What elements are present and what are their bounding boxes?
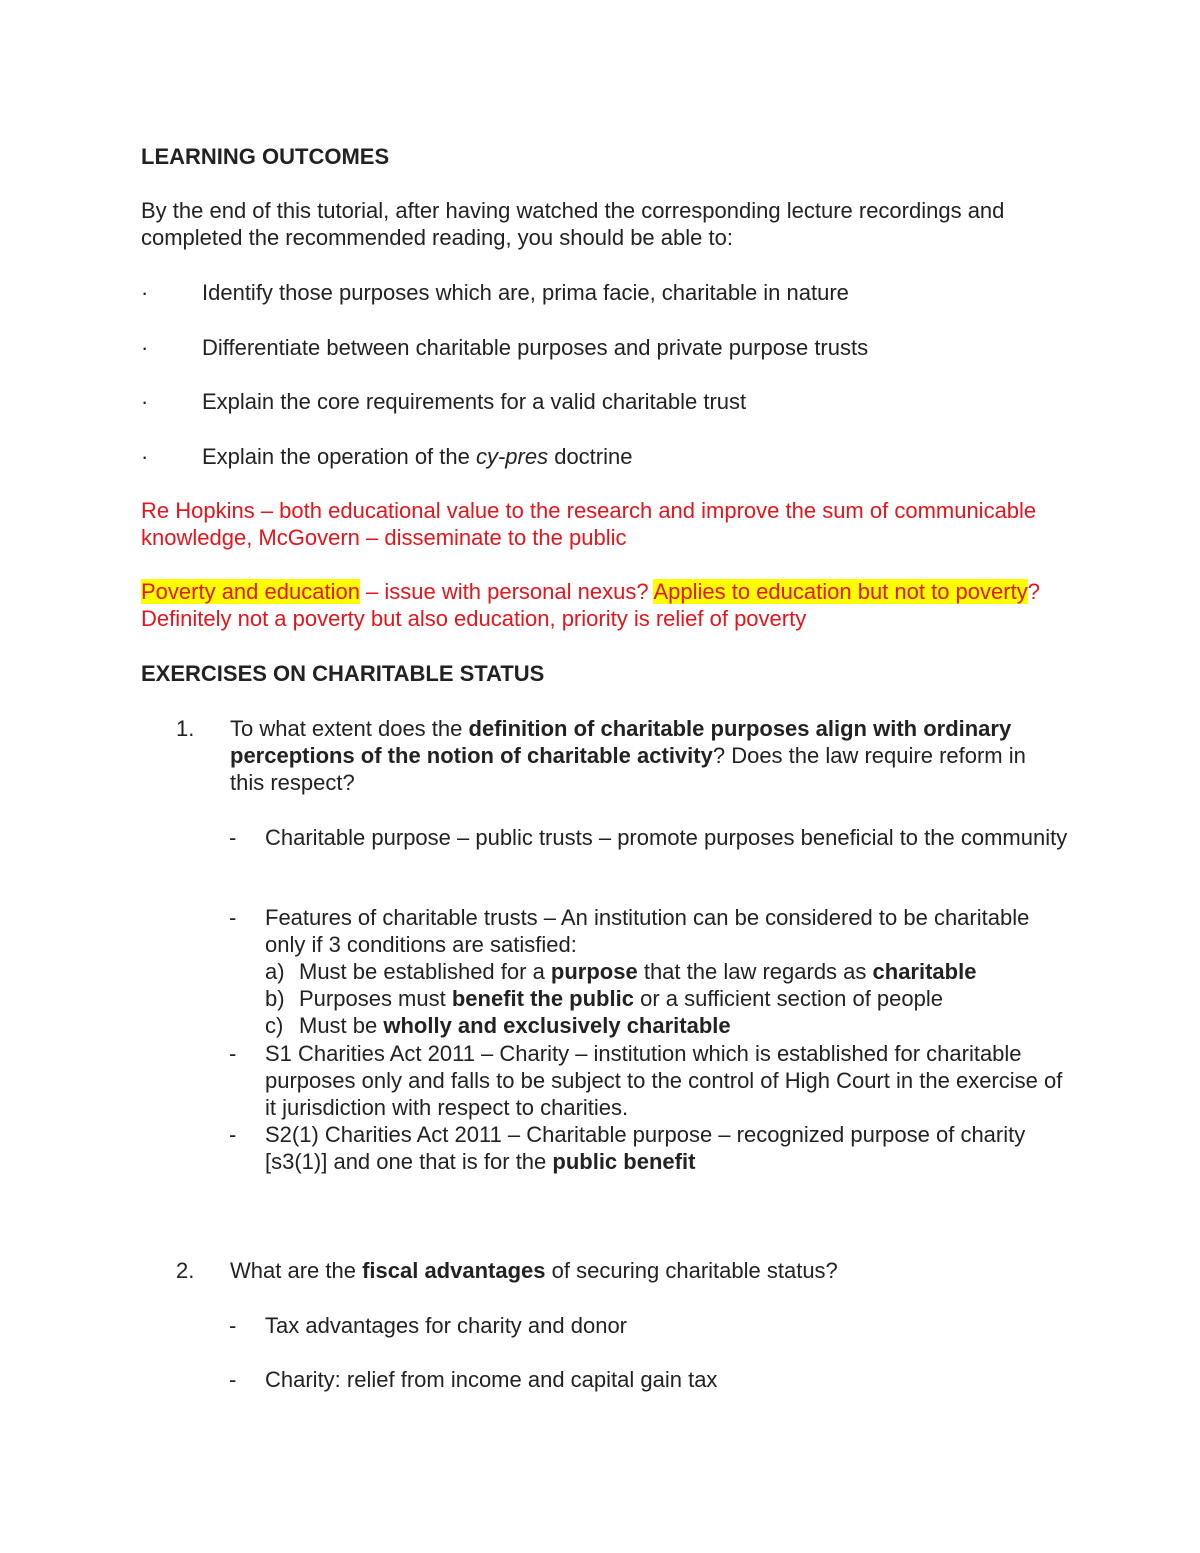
q2-point-1: Tax advantages for charity and donor (265, 1313, 628, 1338)
outcome-item-2: Differentiate between charitable purposes and private purpose trusts (202, 335, 869, 360)
dash-marker: - (229, 905, 237, 930)
q1-point-2: Features of charitable trusts – An institution can be considered to be charitable only if 3 conditions are satisfied: a) Must be established for a purpose that the law regards as charitable b) Purposes must benefit the public or a sufficient section of people c) Must be wholly and exclusively charitable (265, 904, 1075, 1039)
learning-outcomes-heading: LEARNING OUTCOMES (141, 144, 390, 169)
dash-marker: - (229, 1367, 237, 1392)
outcome-item-3: Explain the core requirements for a valid charitable trust (202, 389, 747, 414)
bullet-marker: · (141, 280, 149, 305)
q1-point-3: S1 Charities Act 2011 – Charity – institution which is established for charitable purposes only and falls to be subject to the control of High Court in the exercise of it jurisdiction with respect to charities. (265, 1041, 1063, 1120)
outcome-item-4: Explain the operation of the cy-pres doctrine (202, 444, 633, 469)
q2-point-2: Charity: relief from income and capital gain tax (265, 1367, 718, 1392)
bullet-marker: · (141, 335, 149, 360)
dash-marker: - (229, 1313, 237, 1338)
intro-paragraph: By the end of this tutorial, after having watched the corresponding lecture recordings and completed the recommended reading, you should be able to: (141, 198, 1005, 250)
dash-marker: - (229, 825, 237, 850)
condition-b: b) Purposes must benefit the public or a sufficient section of people (265, 986, 943, 1011)
dash-marker: - (229, 1041, 237, 1066)
bullet-marker: · (141, 389, 149, 414)
bullet-marker: · (141, 444, 149, 469)
exercises-heading: EXERCISES ON CHARITABLE STATUS (141, 661, 545, 686)
highlight: Applies to education but not to poverty (653, 579, 1028, 604)
question-2: What are the fiscal advantages of securing charitable status? (230, 1258, 838, 1283)
question-number: 1. (176, 716, 195, 741)
q1-point-1: Charitable purpose – public trusts – promote purposes beneficial to the community (265, 825, 1068, 850)
question-number: 2. (176, 1258, 195, 1283)
cy-pres-term: cy-pres (475, 444, 549, 469)
condition-a: a) Must be established for a purpose that the law regards as charitable (265, 959, 977, 984)
hopkins-note: Re Hopkins – both educational value to the research and improve the sum of communicable knowledge, McGovern – disseminate to the public (141, 498, 1037, 550)
question-1: To what extent does the definition of charitable purposes align with ordinary perceptions of the notion of charitable activity? Does the law require reform in this respect? (230, 716, 1026, 795)
poverty-note: Poverty and education – issue with personal nexus? Applies to education but not to poverty? Definitely not a poverty but also education, priority is relief of poverty (141, 579, 1040, 631)
highlight: Poverty and education (141, 579, 360, 604)
q1-point-4: S2(1) Charities Act 2011 – Charitable purpose – recognized purpose of charity [s3(1)] and one that is for the public benefit (265, 1122, 1026, 1174)
outcome-item-1: Identify those purposes which are, prima facie, charitable in nature (202, 280, 849, 305)
dash-marker: - (229, 1122, 237, 1147)
condition-c: c) Must be wholly and exclusively charitable (265, 1013, 731, 1038)
